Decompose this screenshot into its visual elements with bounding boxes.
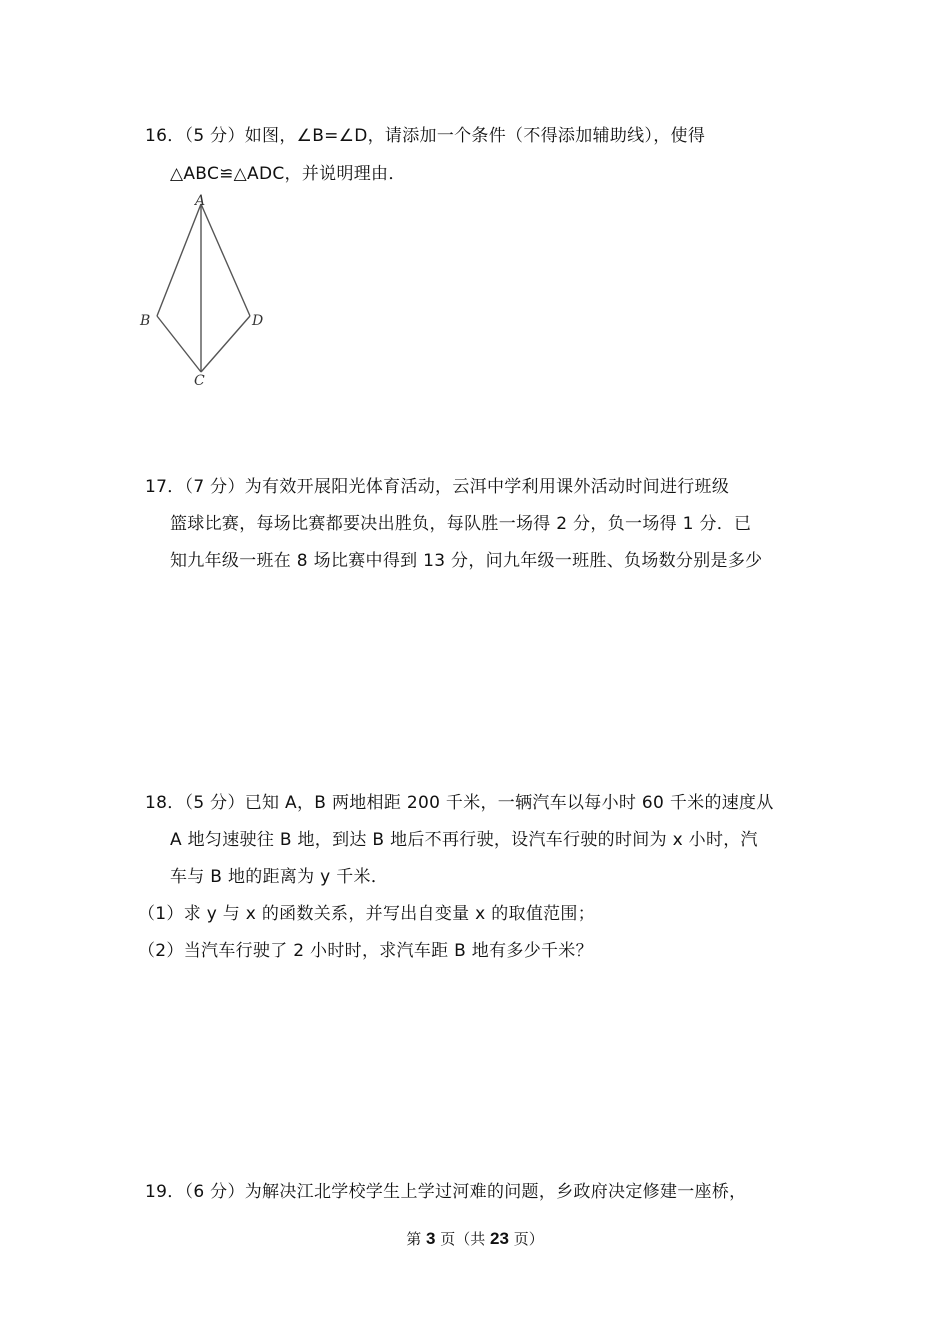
segment-dc (201, 316, 250, 372)
page-footer (0, 1228, 950, 1249)
footer-total-pages: 23 (490, 1229, 509, 1248)
footer-prefix: 第 (406, 1230, 427, 1248)
label-c: C (194, 373, 205, 389)
q18-sub-question-2: （2）当汽车行驶了 2 小时时，求汽车距 B 地有多少千米？ (138, 941, 593, 961)
label-a: A (195, 193, 206, 209)
footer-middle: 页（共 (435, 1230, 491, 1248)
footer-page-number: 3 (426, 1229, 436, 1248)
q19-line-1: 19．（6 分）为解决江北学校学生上学过河难的问题，乡政府决定修建一座桥， (145, 1182, 747, 1202)
q18-sub-question-1: （1）求 y 与 x 的函数关系，并写出自变量 x 的取值范围； (138, 904, 596, 924)
q18-line-2: A 地匀速驶往 B 地，到达 B 地后不再行驶，设汽车行驶的时间为 x 小时，汽 (170, 830, 758, 850)
label-d: D (252, 313, 264, 329)
q17-line-1: 17．（7 分）为有效开展阳光体育活动，云洱中学利用课外活动时间进行班级 (145, 477, 730, 497)
segment-ad (201, 204, 250, 316)
label-b: B (140, 313, 151, 329)
q17-line-2: 篮球比赛，每场比赛都要决出胜负，每队胜一场得 2 分，负一场得 1 分．已 (170, 514, 752, 534)
q16-kite-figure (135, 192, 275, 392)
segment-bc (157, 316, 201, 372)
segment-ab (157, 204, 201, 316)
q17-line-3: 知九年级一班在 8 场比赛中得到 13 分，问九年级一班胜、负场数分别是多少 (170, 551, 763, 571)
q18-line-1: 18．（5 分）已知 A，B 两地相距 200 千米，一辆汽车以每小时 60 千米的速度从 (145, 793, 774, 813)
q16-line-2: △ABC≌△ADC，并说明理由． (170, 164, 406, 184)
q16-line-1: 16．（5 分）如图，∠B=∠D，请添加一个条件（不得添加辅助线），使得 (145, 126, 706, 146)
q18-line-3: 车与 B 地的距离为 y 千米． (170, 867, 389, 887)
footer-suffix: 页） (508, 1230, 544, 1248)
